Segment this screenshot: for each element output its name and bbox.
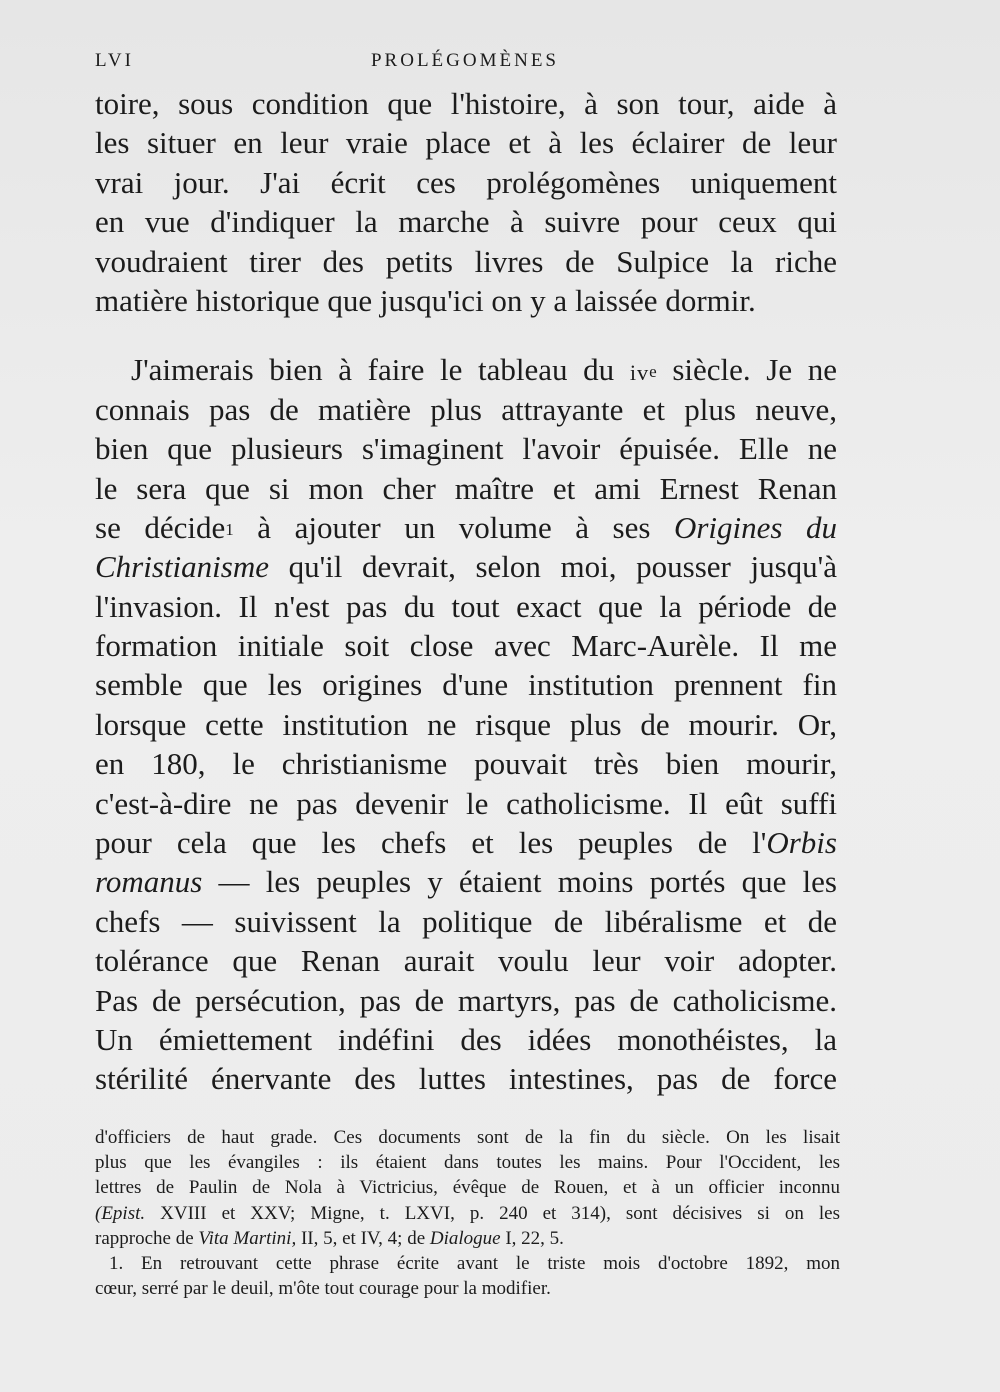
text-line: bien que plusieurs s'imaginent l'avoir épuisée. Elle ne xyxy=(95,431,837,467)
footnotes xyxy=(95,1125,840,1301)
text-line: lorsque cette institution ne risque plus de mourir. Or, xyxy=(95,706,837,742)
text-line: en 180, le christianisme pouvait très bien mourir, xyxy=(95,746,837,782)
text-line: le sera que si mon cher maître et ami Ernest Renan xyxy=(95,470,837,506)
text-line: semble que les origines d'une institution prennent fin xyxy=(95,667,837,703)
text-line: chefs — suivissent la politique de libéralisme et de xyxy=(95,903,837,939)
running-title: PROLÉGOMÈNES xyxy=(370,50,559,71)
text-line: stérilité énervante des luttes intestines, pas de force xyxy=(95,1061,837,1097)
text-line: Christianisme qu'il devrait, selon moi, pousser jusqu'à xyxy=(95,549,837,585)
text-line: formation initiale soit close avec Marc-Aurèle. Il me xyxy=(95,628,837,664)
text-line: J'aimerais bien à faire le tableau du $iv^e$ siècle. Je ne xyxy=(131,352,838,388)
text-line: tolérance que Renan aurait voulu leur voir adopter. xyxy=(95,943,837,979)
footnote-line: 1. En retrouvant cette phrase écrite avant le triste mois d'octobre 1892, mon xyxy=(109,1252,840,1274)
text-line: romanus — les peuples y étaient moins portés que les xyxy=(95,864,837,900)
footnote-line: cœur, serré par le deuil, m'ôte tout courage pour la modifier. xyxy=(95,1278,551,1300)
text-line: c'est-à-dire ne pas devenir le catholicisme. Il eût suffi xyxy=(95,785,837,821)
text-line: matière historique que jusqu'ici on y a laissée dormir. xyxy=(95,282,756,318)
paragraph-gap xyxy=(95,320,837,350)
text-line: Pas de persécution, pas de martyrs, pas de catholicisme. xyxy=(95,982,837,1018)
text-line: voudraient tirer des petits livres de Sulpice la riche xyxy=(95,243,837,279)
text-line: pour cela que les chefs et les peuples de l'Orbis xyxy=(95,825,837,861)
text-line: toire, sous condition que l'histoire, à son tour, aide à xyxy=(95,86,837,121)
text-line: Un émiettement indéfini des idées monothéistes, la xyxy=(95,1021,837,1057)
footnote-line: lettres de Paulin de Nola à Victricius, évêque de Rouen, et à un officier inconnu xyxy=(95,1177,840,1199)
footnote-line: rapproche de Vita Martini, II, 5, et IV, 4; de Dialogue I, 22, 5. xyxy=(95,1227,564,1249)
text-line: l'invasion. Il n'est pas du tout exact que la période de xyxy=(95,588,837,624)
text-line: en vue d'indiquer la marche à suivre pour ceux qui xyxy=(95,204,837,240)
text-line: les situer en leur vraie place et à les éclairer de leur xyxy=(95,125,837,161)
footnote-line: (Epist. XVIII et XXV; Migne, t. LXVI, p. 240 et 314), sont décisives si on les xyxy=(95,1202,840,1224)
page-number: LVI xyxy=(95,50,134,71)
text-line: vrai jour. J'ai écrit ces prolégomènes uniquement xyxy=(95,164,837,200)
footnote-marker: 1 xyxy=(225,519,234,539)
text-line: connais pas de matière plus attrayante et plus neuve, xyxy=(95,391,837,427)
main-text xyxy=(95,84,837,1099)
footnote-line: d'officiers de haut grade. Ces documents sont de la fin du siècle. On les lisait xyxy=(95,1127,840,1148)
footnote-line: plus que les évangiles : ils étaient dans toutes les mains. Pour l'Occident, les xyxy=(95,1152,840,1174)
text-line: se décide$^1$ à ajouter un volume à ses Origines du xyxy=(95,509,838,545)
